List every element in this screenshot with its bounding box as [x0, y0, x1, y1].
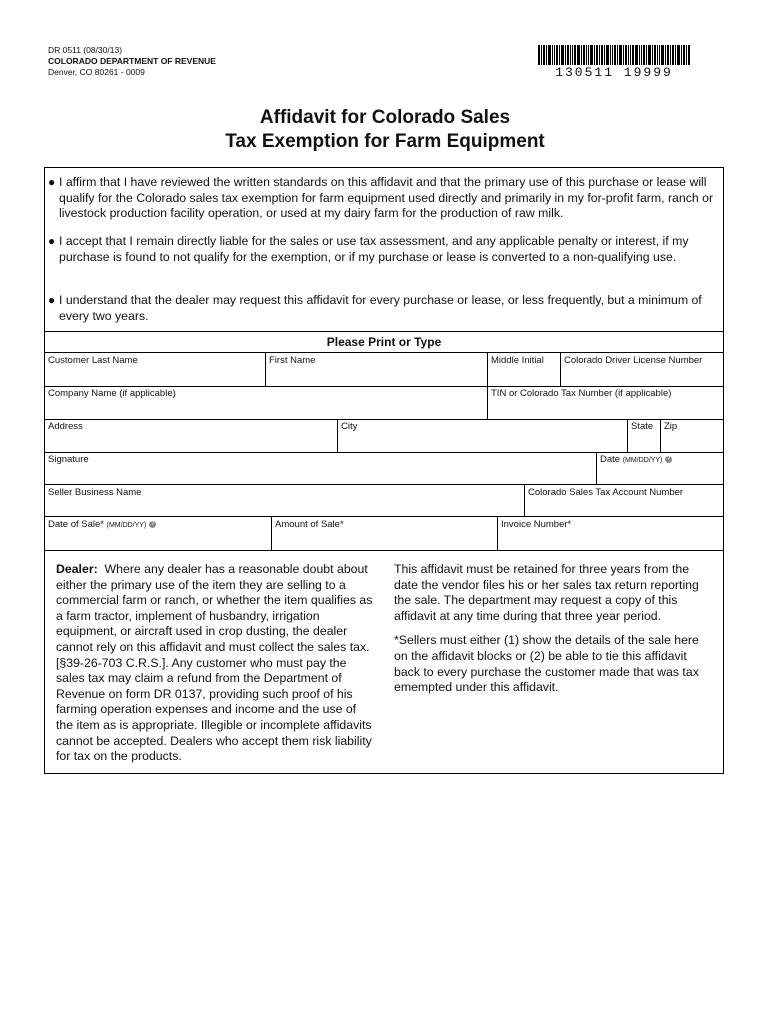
tin-field[interactable]: TIN or Colorado Tax Number (if applicable): [491, 388, 672, 399]
bullet-text: I accept that I remain directly liable for the sales or use tax assessment, and any applicable penalty or interest, if my purchase is found to not qualify for the exemption, or if my purchase or lease is converted to a non-qualifying use.: [59, 234, 689, 264]
date-of-sale-format: (MM/DD/YY): [106, 522, 147, 529]
address-field[interactable]: Address: [48, 421, 83, 432]
state-field[interactable]: State: [631, 421, 654, 432]
seller-business-name-field[interactable]: Seller Business Name: [48, 487, 142, 498]
retain-text: This affidavit must be retained for three years from the date the vendor files his or her sales tax return reporting the sale. The department may request a copy of this affidavit at any time during that three year period.: [394, 562, 699, 623]
date-of-sale-field[interactable]: [48, 519, 156, 532]
print-instruction: Please Print or Type: [326, 335, 442, 349]
liability-bullet: [48, 234, 718, 265]
invoice-number-field[interactable]: Invoice Number*: [501, 519, 572, 530]
dealer-request-bullet: [48, 293, 718, 324]
amount-of-sale-field[interactable]: Amount of Sale*: [275, 519, 344, 530]
help-icon[interactable]: ?: [150, 520, 155, 527]
company-name-field[interactable]: Company Name (if applicable): [48, 388, 176, 399]
bullet-icon: ●: [48, 293, 56, 307]
dealer-text: Where any dealer has a reasonable doubt about either the primary use of the item they are selling to a commercial farm or ranch, or whether the item qualifies as a farm tractor, implement of husbandry, irrigation equipment, or aircraft used in crop dusting, the dealer cannot rely on this affidavit and must collect the sales tax. [§39-26-703 C.R.S.]. Any customer who must pay the sales tax may claim a refund from the Department of Revenue on form DR 0137, providing such proof of his farming operation expenses and income and the use of the item as is appropriate. Illegible or incomplete affidavits cannot be accepted. Dealers who accept them risk liability for tax on the products.: [56, 562, 373, 764]
date-label: Date: [600, 454, 621, 465]
bullet-text: I understand that the dealer may request this affidavit for every purchase or lease, or less frequently, but a minimum of every two years.: [59, 293, 702, 323]
bullet-icon: ●: [48, 175, 56, 189]
date-format: (MM/DD/YY): [622, 457, 663, 464]
driver-license-field[interactable]: Colorado Driver License Number: [564, 355, 703, 366]
customer-last-name-field[interactable]: Customer Last Name: [48, 355, 138, 366]
dealer-heading: Dealer:: [56, 562, 98, 576]
bullet-icon: ●: [48, 234, 56, 248]
date-field[interactable]: [600, 454, 672, 467]
form-header: [48, 45, 216, 78]
signature-field[interactable]: Signature: [48, 454, 89, 465]
barcode-number: 130511 19999: [538, 65, 690, 80]
middle-initial-field[interactable]: Middle Initial: [491, 355, 544, 366]
help-icon[interactable]: ?: [666, 455, 671, 462]
dealer-note: [56, 562, 374, 765]
zip-field[interactable]: Zip: [664, 421, 678, 432]
sales-tax-account-field[interactable]: Colorado Sales Tax Account Number: [528, 487, 684, 498]
retention-note: [394, 562, 712, 696]
department-address: Denver, CO 80261 - 0009: [48, 67, 145, 77]
department-name: COLORADO DEPARTMENT OF REVENUE: [48, 56, 216, 66]
bullet-text: I affirm that I have reviewed the written standards on this affidavit and that the primary use of this purchase or lease will qualify for the Colorado sales tax exemption for farm equipment used directly and primarily in my for-profit farm, ranch or livestock production facility operation, or used at my dairy farm for the production of raw milk.: [59, 175, 714, 220]
city-field[interactable]: City: [341, 421, 358, 432]
sellers-text: *Sellers must either (1) show the details of the sale here on the affidavit blocks or (2) be able to tie this affidavit back to every purchase the customer made that was tax emempted under this affidavit.: [394, 633, 699, 695]
affirmation-bullet: [48, 175, 718, 222]
page-title-line1: Affidavit for Colorado Sales: [259, 107, 511, 128]
first-name-field[interactable]: First Name: [269, 355, 316, 366]
divider: [44, 331, 724, 332]
form-id: DR 0511 (08/30/13): [48, 45, 123, 55]
page-title-line2: Tax Exemption for Farm Equipment: [225, 131, 545, 152]
date-of-sale-label: Date of Sale*: [48, 519, 104, 530]
